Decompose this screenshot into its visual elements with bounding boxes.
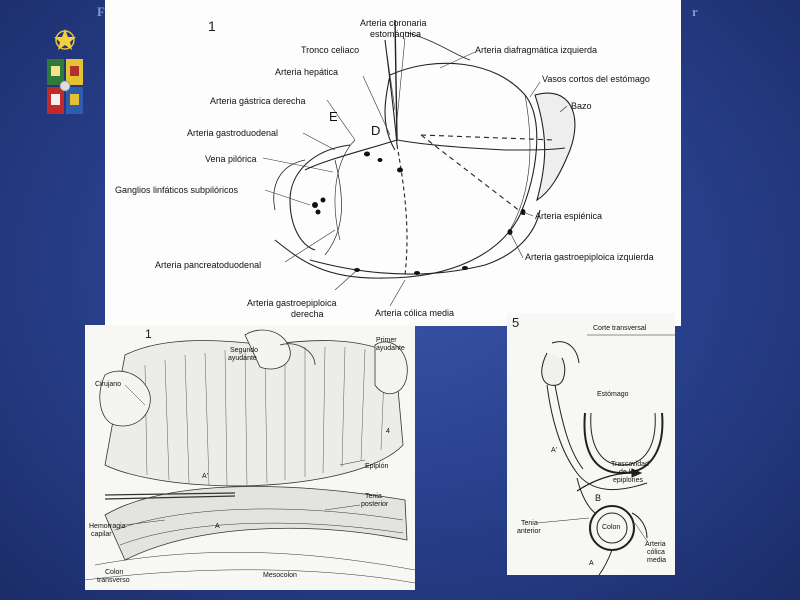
label-vasos-cortos: Vasos cortos del estómago: [542, 74, 650, 84]
university-crest-logo: [43, 26, 87, 122]
figure-number: 5: [512, 315, 520, 330]
label-esplenica: Arteria espiénica: [535, 211, 603, 221]
omentum-surgery-drawing: [85, 325, 415, 590]
label-a-prime: A': [202, 473, 209, 480]
stomach-arteries-diagram: [105, 0, 681, 326]
label-epiplon: Epiplón: [365, 463, 389, 470]
label-ganglios: Ganglios linfáticos subpilóricos: [115, 185, 239, 195]
label-segundo-ayudante-1: Segundo: [230, 347, 259, 354]
label-arteria-diafragmatica: Arteria diafragmática izquierda: [475, 45, 598, 55]
label-a-prime: A': [551, 447, 558, 454]
label-bazo: Bazo: [571, 101, 592, 111]
crest-shield-icon: [47, 59, 83, 114]
header-glyph-left: F: [97, 4, 105, 19]
omentum-surgery-illustration: [85, 325, 415, 590]
label-colica-media: Arteria cólica media: [375, 308, 455, 318]
label-tenia-posterior-1: Tenia: [365, 493, 382, 500]
label-gastroepiploica-izquierda: Arteria gastroepiploica izquierda: [525, 252, 654, 262]
label-corte-transversal: Corte transversal: [593, 325, 647, 332]
label-cirujano: Cirujano: [95, 381, 122, 388]
label-segundo-ayudante-2: ayudante: [228, 355, 257, 362]
label-tenia-anterior-1: Tenia: [521, 520, 538, 527]
label-trascavidad-2: de los: [619, 469, 638, 476]
label-colon-transverso-1: Colon: [105, 569, 124, 576]
label-trascavidad-3: epiplones: [613, 477, 643, 484]
label-gastrica-derecha: Arteria gástrica derecha: [210, 96, 306, 106]
label-arteria-coronaria: Arteria coronaria: [360, 18, 427, 28]
label-hemorragia-capilar-1: Hemorragia: [89, 523, 126, 530]
letter-e: E: [329, 109, 338, 124]
label-arteria-colica-media-2: cólica: [647, 549, 665, 556]
label-arteria-hepatica: Arteria hepática: [275, 67, 339, 77]
label-four: 4: [386, 428, 390, 435]
label-tenia-posterior-2: posterior: [361, 501, 389, 508]
label-colon: Colon: [602, 524, 621, 531]
label-primer-ayudante-2: ayudante: [376, 345, 405, 352]
label-tenia-anterior-2: anterior: [517, 528, 541, 535]
label-arteria-colica-media-3: media: [647, 557, 667, 564]
label-arteria-colica-media-1: Arteria: [645, 541, 666, 548]
label-pancreatoduodenal: Arteria pancreatoduodenal: [155, 260, 262, 270]
letter-d: D: [371, 123, 381, 138]
label-vena-pilorica: Vena pilórica: [205, 154, 257, 164]
figure-number: 1: [208, 18, 216, 34]
label-estomaquica: estomáquica: [370, 29, 422, 39]
label-colon-transverso-2: transverso: [97, 577, 130, 584]
label-a: A: [589, 560, 594, 567]
label-primer-ayudante-1: Primer: [376, 337, 397, 344]
label-gastroepiploica-derecha-2: derecha: [291, 309, 324, 319]
header-glyph-right: r: [692, 4, 698, 19]
label-mesocolon: Mesocolon: [263, 572, 297, 579]
label-trascavidad-1: Trascavidad: [611, 461, 649, 468]
star-emblem-icon: [54, 29, 76, 50]
label-estomago: Estómago: [597, 391, 629, 398]
label-hemorragia-capilar-2: capilar: [91, 531, 112, 538]
label-gastroepiploica-derecha-1: Arteria gastroepiploica: [247, 298, 337, 308]
cross-section-diagram: [507, 313, 675, 575]
figure-number: 1: [145, 327, 152, 341]
label-tronco-celiaco: Tronco celiaco: [301, 45, 360, 55]
label-b: B: [595, 493, 602, 503]
label-gastroduodenal: Arteria gastroduodenal: [187, 128, 279, 138]
label-a: A: [215, 523, 220, 530]
